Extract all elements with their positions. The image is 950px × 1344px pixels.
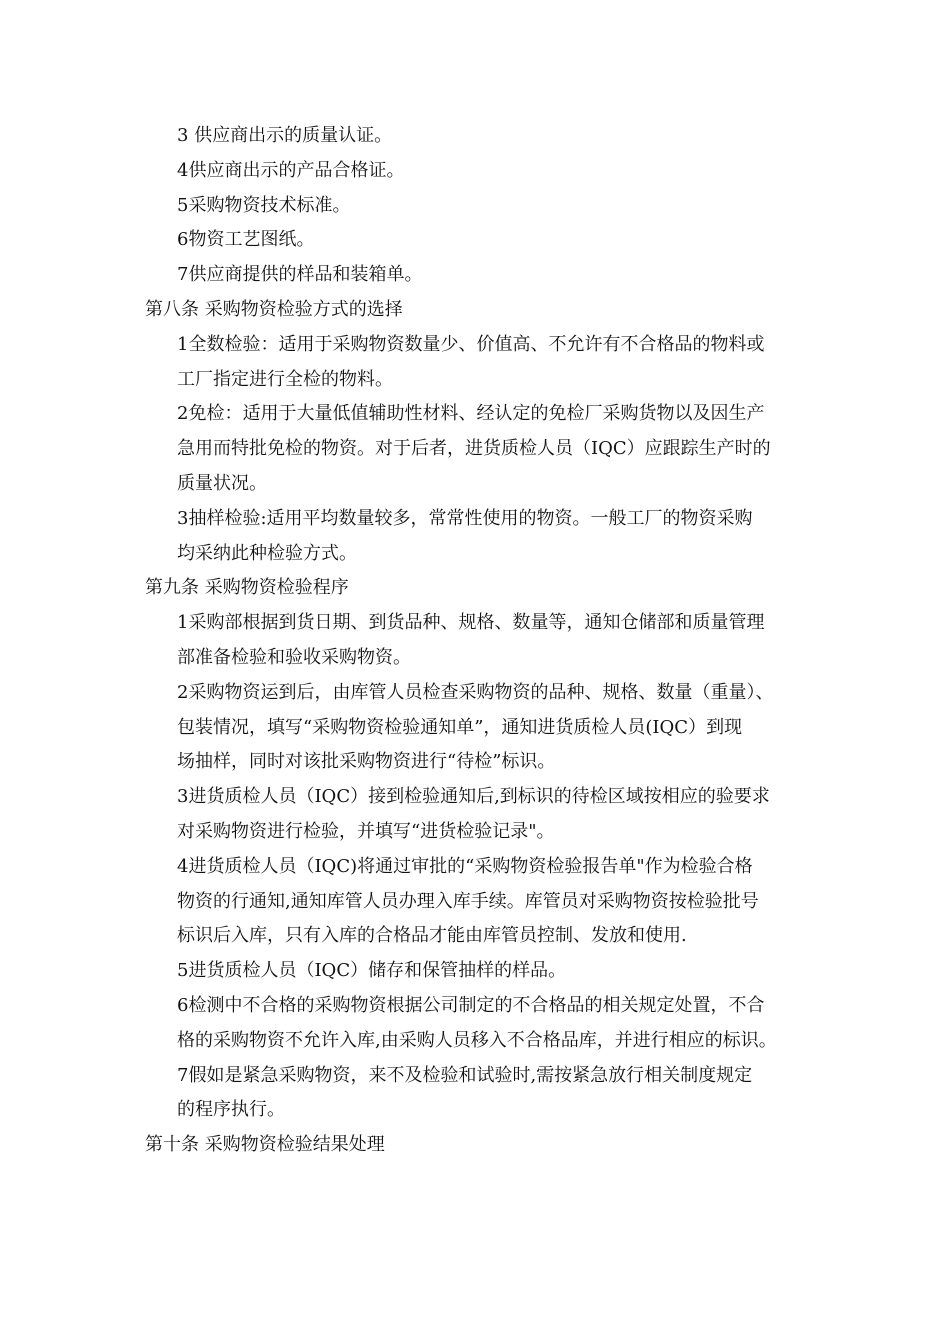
paragraph-line: 5采购物资技术标准。 [177,195,351,216]
section-heading: 第十条 采购物资检验结果处理 [145,1134,385,1155]
paragraph-line: 4进货质检人员（IQC)将通过审批的“采购物资检验报告单"作为检验合格 [177,856,753,877]
paragraph-line: 1采购部根据到货日期、到货品种、规格、数量等，通知仓储部和质量管理 [177,612,765,633]
paragraph-line: 5进货质检人员（IQC）储存和保管抽样的样品。 [177,960,567,981]
paragraph-line: 急用而特批免检的物资。对于后者，进货质检人员（IQC）应跟踪生产时的 [177,438,771,459]
paragraph-line: 对采购物资进行检验，并填写“进货检验记录"。 [177,821,555,842]
paragraph-line: 3 供应商出示的质量认证。 [177,125,393,146]
paragraph-line: 质量状况。 [177,473,267,494]
paragraph-line: 3抽样检验:适用平均数量较多，常常性使用的物资。一般工厂的物资采购 [177,508,753,529]
paragraph-line: 标识后入库，只有入库的合格品才能由库管员控制、发放和使用. [177,925,687,946]
paragraph-line: 1全数检验：适用于采购物资数量少、价值高、不允许有不合格品的物料或 [177,334,765,355]
paragraph-line: 3进货质检人员（IQC）接到检验通知后,到标识的待检区域按相应的验要求 [177,786,770,807]
paragraph-line: 均采纳此种检验方式。 [177,543,357,564]
paragraph-line: 部准备检验和验收采购物资。 [177,647,411,668]
paragraph-line: 格的采购物资不允许入库,由采购人员移入不合格品库，并进行相应的标识。 [177,1030,777,1051]
paragraph-line: 包装情况，填写“采购物资检验通知单”，通知进货质检人员(IQC）到现 [177,717,743,738]
paragraph-line: 4供应商出示的产品合格证。 [177,160,405,181]
paragraph-line: 7假如是紧急采购物资，来不及检验和试验时,需按紧急放行相关制度规定 [177,1065,753,1086]
paragraph-line: 7供应商提供的样品和装箱单。 [177,264,423,285]
paragraph-line: 的程序执行。 [177,1099,285,1120]
paragraph-line: 场抽样，同时对该批采购物资进行“待检”标识。 [177,751,556,772]
paragraph-line: 6检测中不合格的采购物资根据公司制定的不合格品的相关规定处置，不合 [177,995,765,1016]
paragraph-line: 工厂指定进行全检的物料。 [177,369,393,390]
paragraph-line: 6物资工艺图纸。 [177,229,315,250]
paragraph-line: 2采购物资运到后，由库管人员检查采购物资的品种、规格、数量（重量）、 [177,682,774,703]
section-heading: 第九条 采购物资检验程序 [145,577,349,598]
paragraph-line: 2免检：适用于大量低值辅助性材料、经认定的免检厂采购货物以及因生产 [177,403,765,424]
paragraph-line: 物资的行通知,通知库管人员办理入库手续。库管员对采购物资按检验批号 [177,891,759,912]
section-heading: 第八条 采购物资检验方式的选择 [145,299,403,320]
